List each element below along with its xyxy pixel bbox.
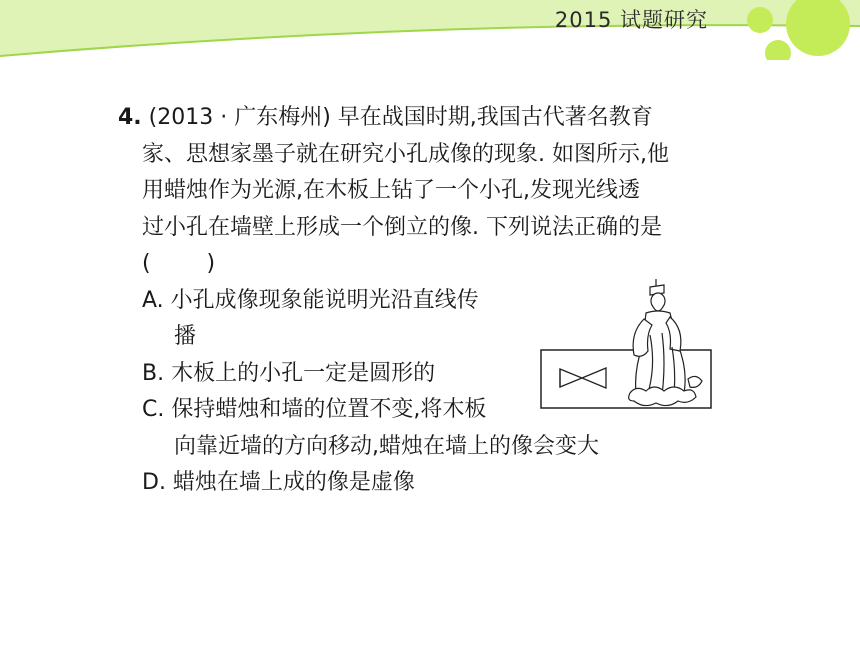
question-line-3: 用蜡烛作为光源,在木板上钻了一个小孔,发现光线透 [142,178,640,203]
header-bubble-small [765,40,791,60]
option-c: C. 保持蜡烛和墙的位置不变,将木板 [142,397,487,422]
header-band-shape [0,0,860,56]
option-c-continuation: 向靠近墙的方向移动,蜡烛在墙上的像会变大 [174,433,599,459]
option-a-continuation: 播 [174,324,197,349]
option-d: D. 蜡烛在墙上成的像是虚像 [142,470,415,495]
header-bubble-medium [747,7,773,33]
pinhole-figure [538,275,718,415]
header-bubble-large [786,0,850,56]
answer-blank: ( ) [142,251,216,276]
question-line-4: 过小孔在墙壁上形成一个倒立的像. 下列说法正确的是 [142,214,662,240]
figure-scholar-icon [629,279,702,406]
question-number: 4. [118,105,142,130]
question-line-2: 家、思想家墨子就在研究小孔成像的现象. 如图所示,他 [142,141,669,167]
header-title: 2015 试题研究 [554,8,708,32]
option-b: B. 木板上的小孔一定是圆形的 [142,360,436,386]
question-text-1: (2013 · 广东梅州) 早在战国时期,我国古代著名教育 [148,105,653,130]
option-a: A. 小孔成像现象能说明光沿直线传 [142,287,479,313]
header-band [0,0,860,60]
question-line-1 [118,100,728,137]
